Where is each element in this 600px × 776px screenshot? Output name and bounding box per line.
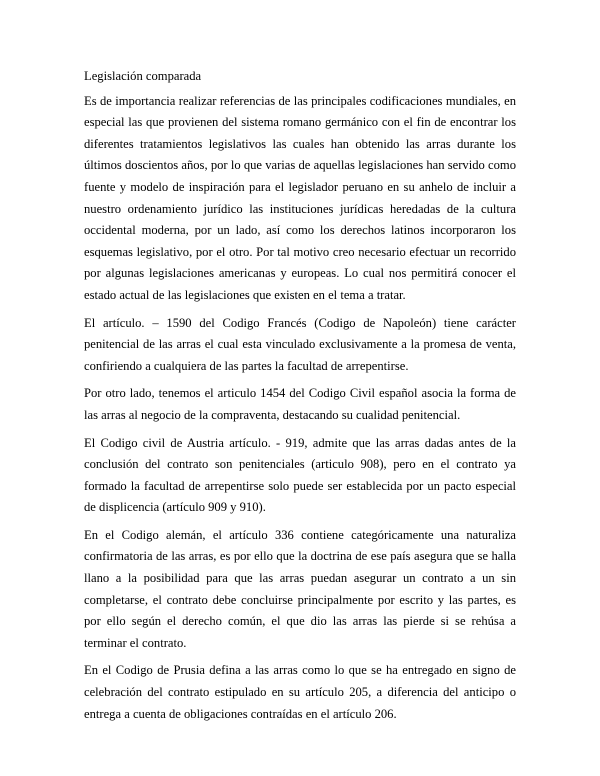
document-body [84,66,516,731]
paragraph-spanish-code: Por otro lado, tenemos el articulo 1454 del Codigo Civil español asocia la forma de las arras al negocio de la compraventa, destacando su cualidad penitencial. [84,386,516,422]
paragraph-french-code: El artículo. – 1590 del Codigo Francés (Codigo de Napoleón) tiene carácter penitencial de las arras el cual esta vinculado exclusivamente a la promesa de venta, confiriendo a cualquiera de las partes la facultad de arrepentirse. [84,315,516,373]
paragraph-prussian-code: En el Codigo de Prusia defina a las arras como lo que se ha entregado en signo de celebración del contrato estipulado en su artículo 205, a diferencia del anticipo o entrega a cuenta de obligaciones contraídas en el artículo 206. [84,663,516,721]
paragraph-intro: Es de importancia realizar referencias de las principales codificaciones mundiales, en especial las que provienen del sistema romano germánico con el fin de encontrar los diferentes tratamientos legislativos las cuales han obtenido las arras durante los últimos doscientos años, por lo que varias de aquellas legislaciones han servido como fuente y modelo de inspiración para el legislador peruano en su anhelo de incluir a nuestro ordenamiento jurídico las instituciones jurídicas heredadas de la cultura occidental moderna, por un lado, así como los derechos latinos incorporaron los esquemas legislativo, por el otro. Por tal motivo creo necesario efectuar un recorrido por algunas legislaciones americanas y europeas. Lo cual nos permitirá conocer el estado actual de las legislaciones que existen en el tema a tratar. [84,93,516,302]
paragraph-austrian-code: El Codigo civil de Austria artículo. - 919, admite que las arras dadas antes de la conclusión del contrato son penitenciales (articulo 908), pero en el contrato ya formado la facultad de arrepentirse solo puede ser establecida por un pacto especial de displicencia (artículo 909 y 910). [84,435,516,515]
paragraph-german-code: En el Codigo alemán, el artículo 336 contiene categóricamente una naturaliza confirmatoria de las arras, es por ello que la doctrina de ese país asegura que se halla llano a la posibilidad para que las arras puedan asegurar un contrato a un sin completarse, el contrato debe concluirse principalmente por escrito y las partes, es por ello según el derecho común, el que dio las arras las pierde si se rehúsa a terminar el contrato. [84,527,516,650]
section-heading: Legislación comparada [84,69,202,83]
